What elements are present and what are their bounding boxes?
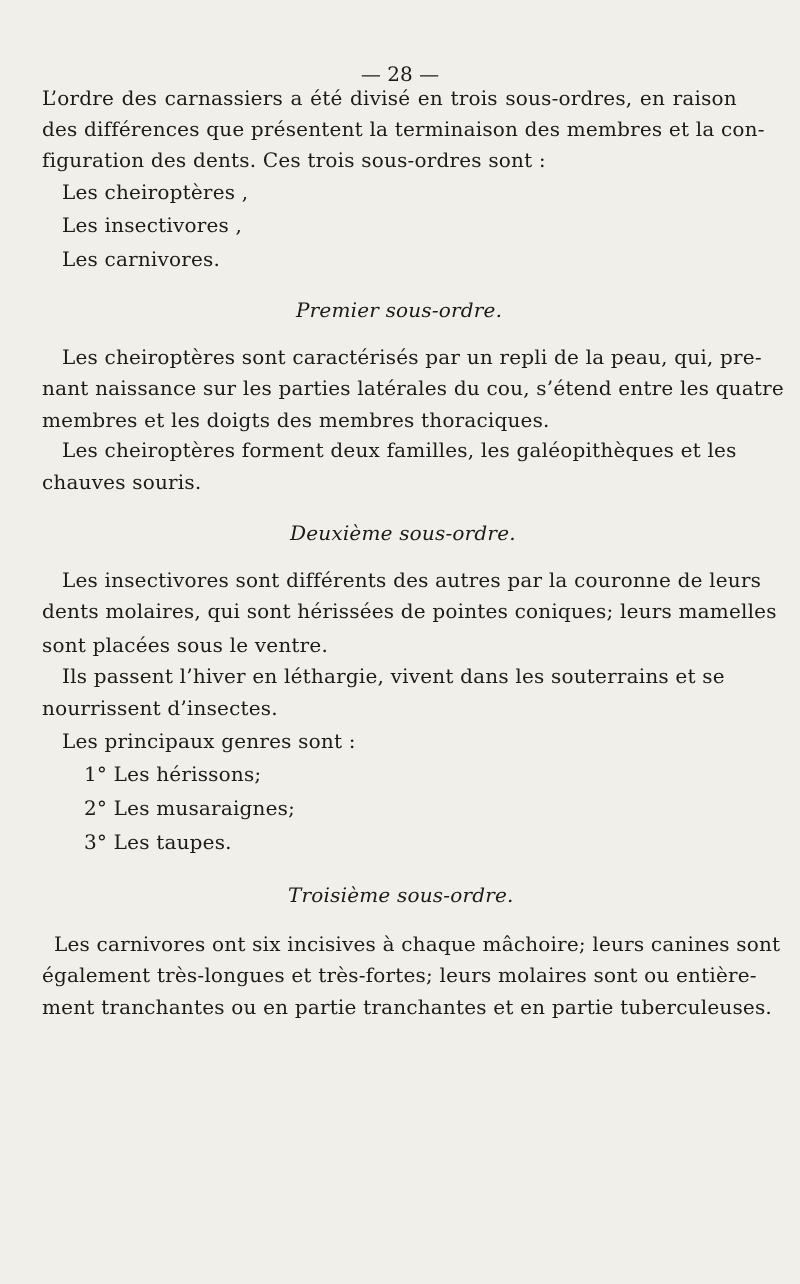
intro-item-2: Les insectivores ,	[62, 213, 243, 237]
section1-line-1: Les cheiroptères sont caractérisés par un repli de la peau, qui, pre-	[62, 345, 762, 369]
section2-line-5: nourrissent d’insectes.	[42, 696, 278, 720]
section2-item-3: 3° Les taupes.	[84, 830, 232, 854]
section2-line-3: sont placées sous le ventre.	[42, 633, 329, 657]
section1-line-4: Les cheiroptères forment deux familles, les galéopithèques et les	[62, 438, 737, 462]
section1-heading: Premier sous-ordre.	[296, 298, 503, 322]
section1-line-5: chauves souris.	[42, 470, 202, 494]
intro-line-3: figuration des dents. Ces trois sous-ordres sont :	[42, 148, 546, 172]
section2-line-6: Les principaux genres sont :	[62, 729, 356, 753]
section2-line-1: Les insectivores sont différents des autres par la couronne de leurs	[62, 568, 762, 592]
section2-line-4: Ils passent l’hiver en léthargie, vivent dans les souterrains et se	[62, 664, 725, 688]
section1-line-3: membres et les doigts des membres thoraciques.	[42, 408, 550, 432]
section3-line-1: Les carnivores ont six incisives à chaque mâchoire; leurs canines sont	[54, 932, 781, 956]
intro-line-1: L’ordre des carnassiers a été divisé en trois sous-ordres, en raison	[42, 86, 737, 110]
section2-item-2: 2° Les musaraignes;	[84, 796, 296, 820]
section3-line-3: ment tranchantes ou en partie tranchantes et en partie tuberculeuses.	[42, 995, 772, 1019]
intro-line-2: des différences que présentent la terminaison des membres et la con-	[42, 117, 765, 141]
section2-heading: Deuxième sous-ordre.	[290, 521, 516, 545]
section3-heading: Troisième sous-ordre.	[288, 883, 514, 907]
page-number: — 28 —	[360, 62, 440, 86]
section3-line-2: également très-longues et très-fortes; leurs molaires sont ou entière-	[42, 963, 757, 987]
intro-item-1: Les cheiroptères ,	[62, 180, 249, 204]
section2-line-2: dents molaires, qui sont hérissées de pointes coniques; leurs mamelles	[42, 599, 777, 623]
section1-line-2: nant naissance sur les parties latérales du cou, s’étend entre les quatre	[42, 376, 784, 400]
section2-item-1: 1° Les hérissons;	[84, 762, 262, 786]
intro-item-3: Les carnivores.	[62, 247, 221, 271]
